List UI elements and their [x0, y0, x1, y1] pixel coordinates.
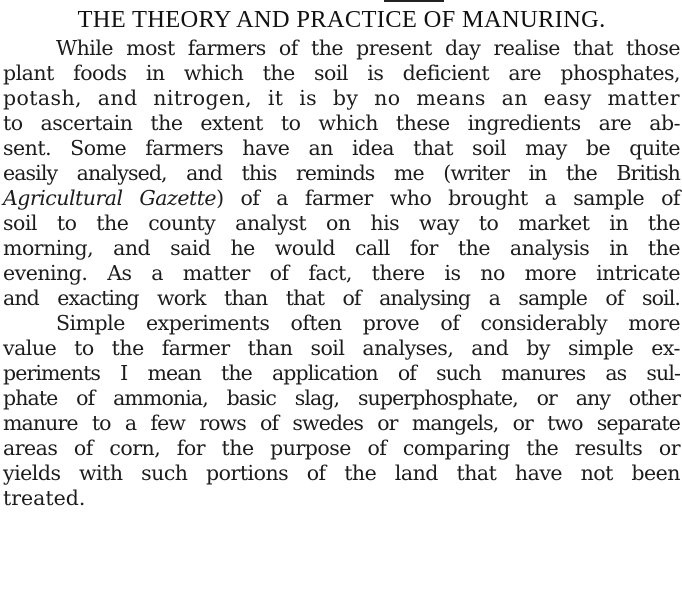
article-body — [3, 36, 680, 511]
text-line: value to the farmer than soil analyses, and by simple ex- — [3, 336, 680, 360]
text-line: morning, and said he would call for the analysis in the — [3, 236, 680, 260]
paragraph-1 — [3, 36, 680, 311]
text-line: evening. As a matter of fact, there is no more intricate — [3, 261, 680, 285]
top-rule — [384, 0, 444, 2]
text-line: and exacting work than that of analysing a sample of soil. — [3, 286, 680, 310]
text-line: soil to the county analyst on his way to market in the — [3, 211, 680, 235]
text-line: sent. Some farmers have an idea that soil may be quite — [3, 136, 680, 160]
closing-paren: ) — [216, 186, 224, 210]
italic-publication-title: Agricultural Gazette — [3, 186, 217, 210]
text-line: periments I mean the application of such manures as sul- — [3, 361, 680, 385]
text-line: areas of corn, for the purpose of comparing the results or — [3, 436, 680, 460]
text-line: While most farmers of the present day realise that those — [56, 36, 680, 60]
text-line: easily analysed, and this reminds me (writer in the British — [3, 161, 680, 185]
text-line: to ascertain the extent to which these ingredients are ab- — [3, 111, 680, 135]
paragraph-2 — [3, 311, 680, 511]
text-line: yields with such portions of the land that have not been — [3, 461, 680, 485]
text-line-with-italic — [3, 186, 680, 211]
text-line: Simple experiments often prove of considerably more — [56, 311, 680, 335]
text-line: plant foods in which the soil is deficient are phosphates, — [3, 61, 680, 85]
article-headline: THE THEORY AND PRACTICE OF MANURING. — [77, 6, 606, 33]
text-line: phate of ammonia, basic slag, superphosphate, or any other — [3, 386, 680, 410]
text-fragment: of a farmer who brought a sample of — [240, 186, 680, 210]
text-line: treated. — [3, 486, 86, 510]
text-line: manure to a few rows of swedes or mangels, or two separate — [3, 411, 680, 435]
text-line: potash, and nitrogen, it is by no means an easy matter — [3, 86, 680, 110]
